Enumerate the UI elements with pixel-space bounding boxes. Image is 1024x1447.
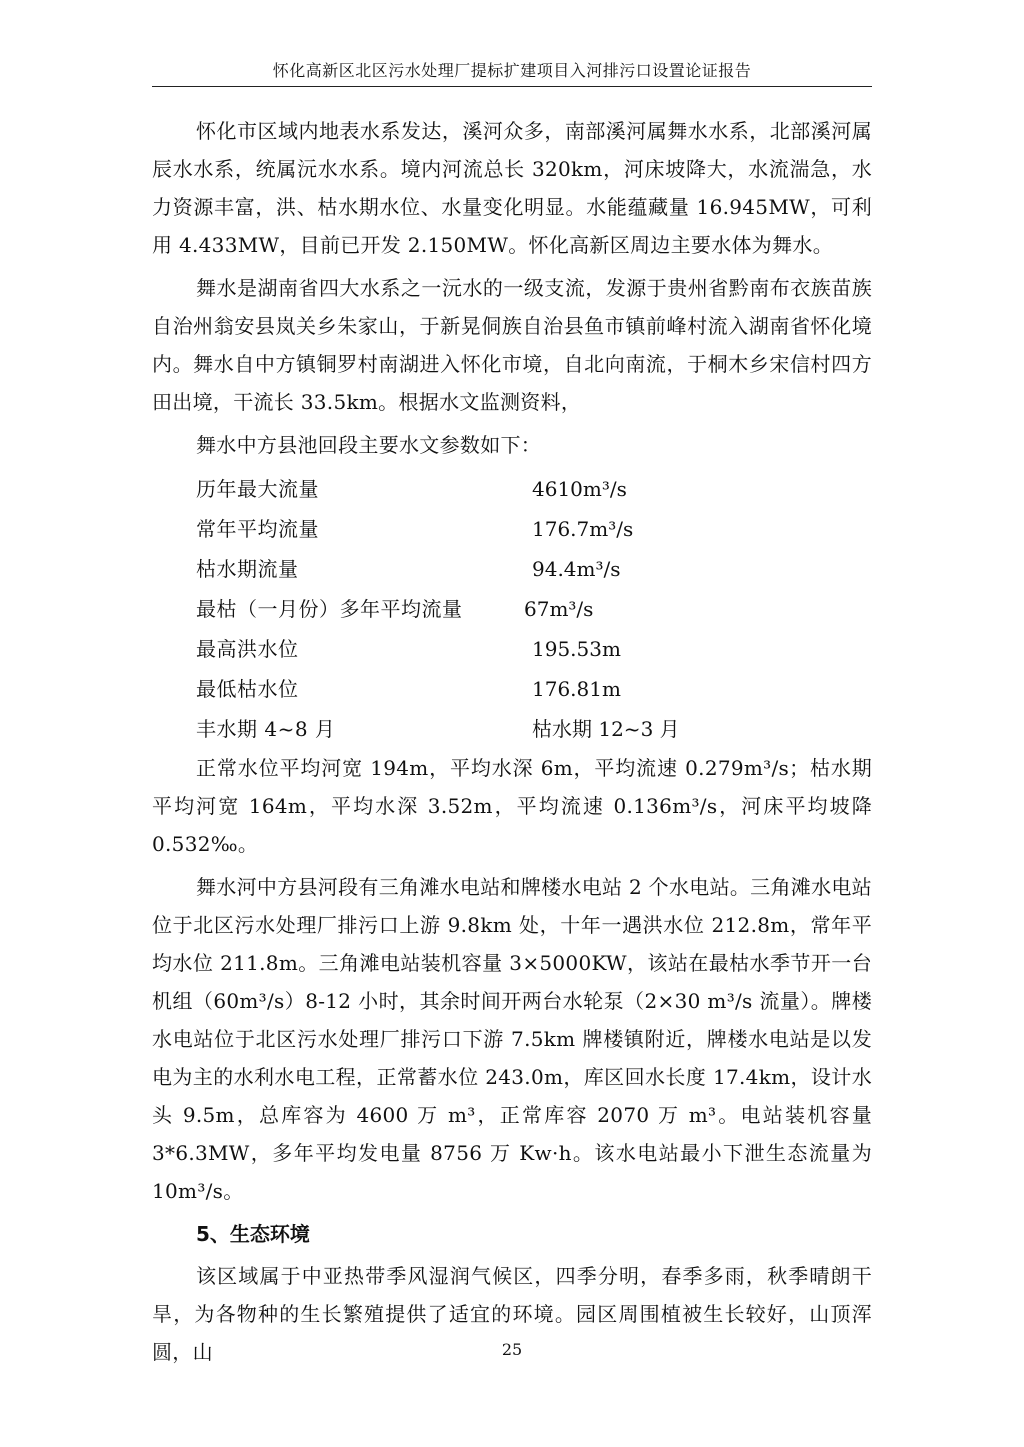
param-label: 枯水期流量 [196, 557, 299, 581]
param-value: 67m³/s [524, 597, 594, 621]
page-number: 25 [501, 1340, 523, 1359]
param-value: 枯水期 12~3 月 [532, 717, 680, 741]
header-rule [152, 86, 872, 87]
param-row [152, 549, 872, 589]
param-row [152, 629, 872, 669]
paragraph-wushui-river: 舞水是湖南省四大水系之一沅水的一级支流，发源于贵州省黔南布衣族苗族自治州翁安县岚关乡朱家山，于新晃侗族自治县鱼市镇前峰村流入湖南省怀化境内。舞水自中方镇铜罗村南湖进入怀化市境，自北向南流，于桐木乡宋信村四方田出境，干流长 33.5km。根据水文监测资料， [152, 276, 872, 414]
running-header: 怀化高新区北区污水处理厂提标扩建项目入河排污口设置论证报告 [272, 61, 752, 80]
param-value: 4610m³/s [532, 477, 627, 501]
param-row [152, 469, 872, 509]
param-row [152, 669, 872, 709]
param-row [152, 589, 872, 629]
param-value: 176.81m [532, 677, 621, 701]
paragraph-params-intro: 舞水中方县池回段主要水文参数如下： [196, 433, 542, 457]
param-label: 最高洪水位 [196, 637, 299, 661]
paragraph-river-width: 正常水位平均河宽 194m，平均水深 6m，平均流速 0.279m³/s；枯水期平均河宽 164m，平均水深 3.52m，平均流速 0.136m³/s，河床平均坡降 0.532‰。 [152, 756, 872, 856]
param-row [152, 509, 872, 549]
page-body [152, 112, 872, 1376]
param-label: 最低枯水位 [196, 677, 299, 701]
param-value: 94.4m³/s [532, 557, 621, 581]
paragraph-hydropower: 舞水河中方县河段有三角滩水电站和牌楼水电站 2 个水电站。三角滩水电站位于北区污水处理厂排污口上游 9.8km 处，十年一遇洪水位 212.8m，常年平均水位 211.8m。三角滩电站装机容量 3×5000KW，该站在最枯水季节开一台机组（60m³/s）8-12 小时，其余时间开两台水轮泵（2×30 m³/s 流量）。牌楼水电站位于北区污水处理厂排污口下游 7.5km 牌楼镇附近，牌楼水电站是以发电为主的水利水电工程，正常蓄水位 243.0m，库区回水长度 17.4km，设计水头 9.5m，总库容为 4600 万 m³，正常库容 2070 万 m³。电站装机容量 3*6.3MW，多年平均发电量 8756 万 Kw·h。该水电站最小下泄生态流量为 10m³/s。 [152, 875, 872, 1203]
section-heading: 5、生态环境 [196, 1222, 310, 1246]
paragraph-ecology: 该区域属于中亚热带季风湿润气候区，四季分明，春季多雨，秋季晴朗干旱，为各物种的生长繁殖提供了适宜的环境。园区周围植被生长较好，山顶浑圆，山 [152, 1264, 872, 1364]
param-value: 195.53m [532, 637, 621, 661]
param-label: 最枯（一月份）多年平均流量 [196, 597, 463, 621]
param-label: 历年最大流量 [196, 477, 319, 501]
param-label: 丰水期 4~8 月 [196, 717, 336, 741]
param-row [152, 709, 872, 749]
hydro-params-list [152, 469, 872, 749]
param-label: 常年平均流量 [196, 517, 319, 541]
paragraph-water-system: 怀化市区域内地表水系发达，溪河众多，南部溪河属舞水水系，北部溪河属辰水水系，统属沅水水系。境内河流总长 320km，河床坡降大，水流湍急，水力资源丰富，洪、枯水期水位、水量变化明显。水能蕴藏量 16.945MW，可利用 4.433MW，目前已开发 2.150MW。怀化高新区周边主要水体为舞水。 [152, 119, 872, 257]
param-value: 176.7m³/s [532, 517, 634, 541]
